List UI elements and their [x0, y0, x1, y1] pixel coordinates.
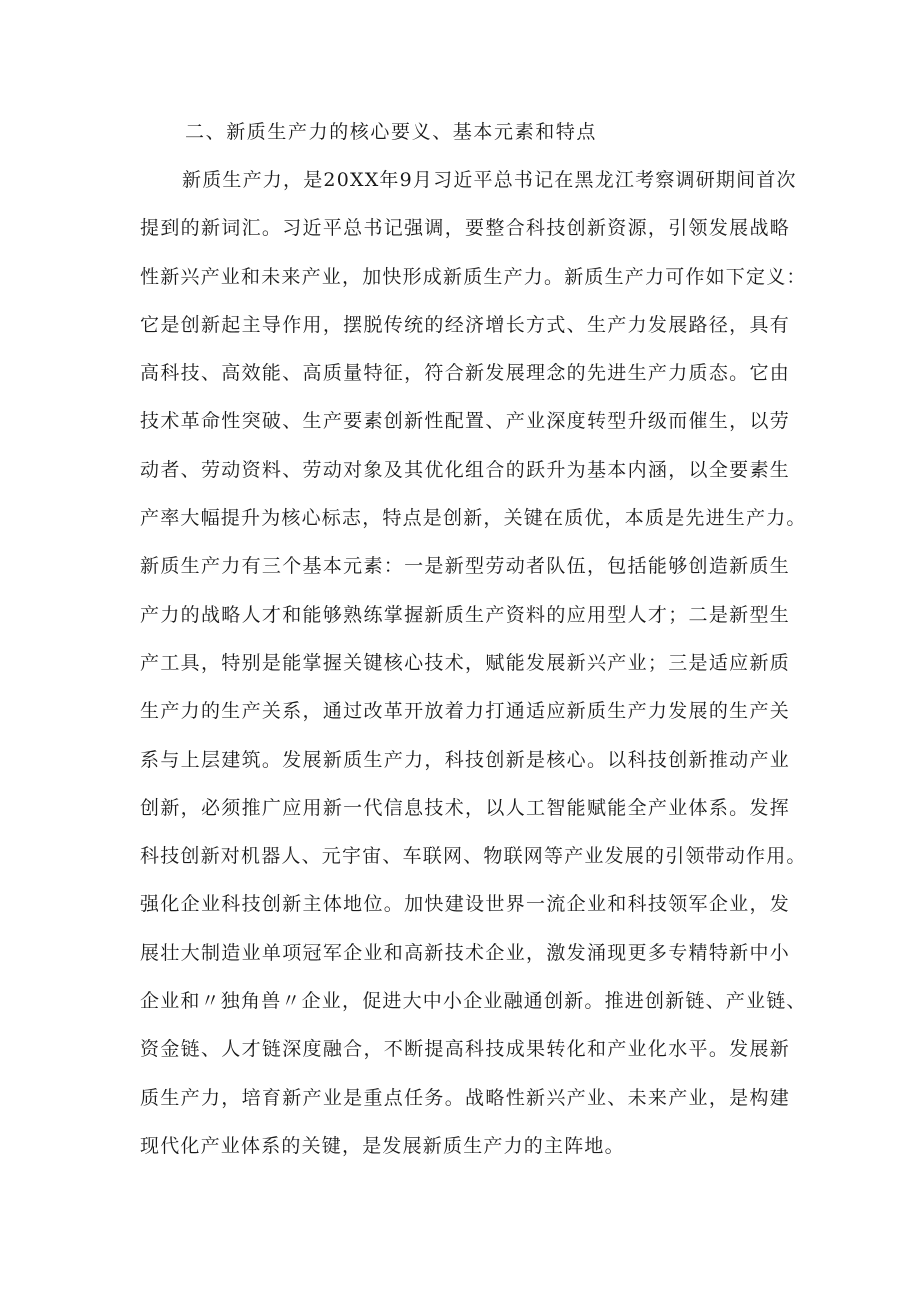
section-heading: 二、新质生产力的核心要义、基本元素和特点: [185, 121, 598, 143]
paragraph-line: 创新，必须推广应用新一代信息技术，以人工智能赋能全产业体系。发挥: [140, 796, 790, 819]
paragraph-line: 动者、劳动资料、劳动对象及其优化组合的跃升为基本内涵，以全要素生: [140, 458, 790, 481]
paragraph-line: 提到的新词汇。习近平总书记强调，要整合科技创新资源，引领发展战略: [140, 217, 790, 240]
paragraph-line: 高科技、高效能、高质量特征，符合新发展理念的先进生产力质态。它由: [140, 362, 790, 385]
paragraph-line: 产率大幅提升为核心标志，特点是创新，关键在质优，本质是先进生产力。: [140, 507, 807, 530]
paragraph-line: 生产力的生产关系，通过改革开放着力打通适应新质生产力发展的生产关: [140, 700, 790, 723]
paragraph-line: 产工具，特别是能掌握关键核心技术，赋能发展新兴产业；三是适应新质: [140, 651, 790, 674]
paragraph-line: 质生产力，培育新产业是重点任务。战略性新兴产业、未来产业，是构建: [140, 1086, 790, 1109]
paragraph-line: 科技创新对机器人、元宇宙、车联网、物联网等产业发展的引领带动作用。: [140, 845, 807, 868]
paragraph-line: 强化企业科技创新主体地位。加快建设世界一流企业和科技领军企业，发: [140, 893, 790, 916]
paragraph-line: 系与上层建筑。发展新质生产力，科技创新是核心。以科技创新推动产业: [140, 748, 790, 771]
paragraph-line: 现代化产业体系的关键，是发展新质生产力的主阵地。: [140, 1134, 625, 1157]
paragraph-line: 企业和〃独角兽〃企业，促进大中小企业融通创新。推进创新链、产业链、: [140, 990, 807, 1013]
paragraph-line: 它是创新起主导作用，摆脱传统的经济增长方式、生产力发展路径，具有: [140, 313, 790, 336]
paragraph-line: 展壮大制造业单项冠军企业和高新技术企业，激发涌现更多专精特新中小: [140, 941, 790, 964]
paragraph-line: 新质生产力，是20XX年9月习近平总书记在黑龙江考察调研期间首次: [182, 169, 797, 191]
paragraph-line: 新质生产力有三个基本元素：一是新型劳动者队伍，包括能够创造新质生: [140, 555, 790, 578]
paragraph-line: 技术革命性突破、生产要素创新性配置、产业深度转型升级而催生，以劳: [140, 410, 790, 433]
paragraph-line: 资金链、人才链深度融合，不断提高科技成果转化和产业化水平。发展新: [140, 1038, 790, 1061]
paragraph-line: 性新兴产业和未来产业，加快形成新质生产力。新质生产力可作如下定义：: [140, 265, 807, 288]
paragraph-line: 产力的战略人才和能够熟练掌握新质生产资料的应用型人才；二是新型生: [140, 603, 790, 626]
body-paragraph: [140, 164, 807, 1178]
